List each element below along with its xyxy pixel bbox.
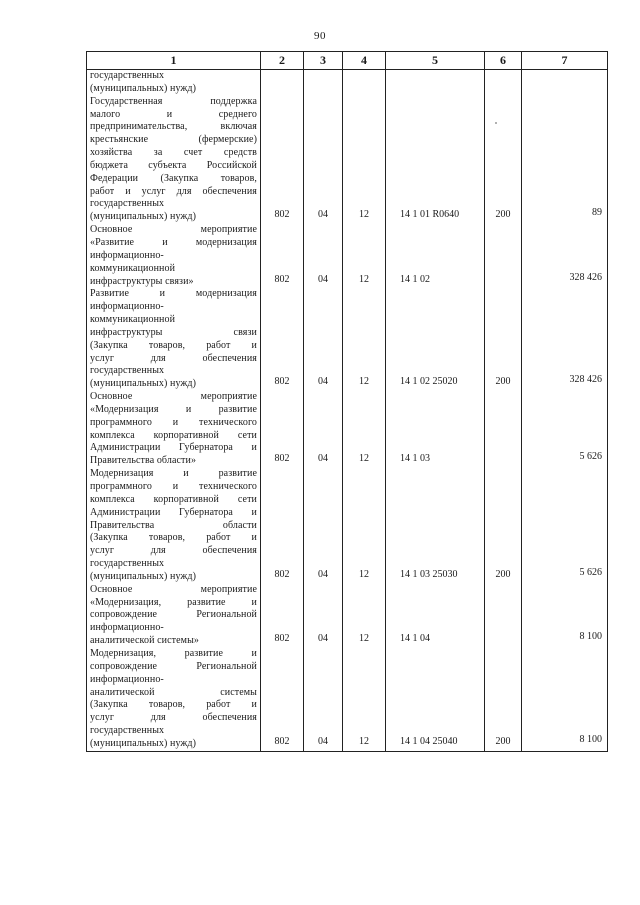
description-line: услуг для обеспечения <box>90 712 257 724</box>
section-code: 04 <box>304 224 343 288</box>
ministry-code: 802 <box>261 391 304 468</box>
description-line: «Модернизация, развитие и <box>90 596 257 608</box>
row-description <box>87 70 261 96</box>
description-line: Федерации (Закупка товаров, <box>90 172 257 184</box>
table-row <box>87 584 608 648</box>
subsection-code <box>343 70 386 96</box>
target-article-code: 14 1 02 25020 <box>386 288 485 391</box>
ministry-code: 802 <box>261 584 304 648</box>
header-col-2: 2 <box>261 52 304 70</box>
description-line: инфраструктуры связи» <box>90 275 194 287</box>
description-line: (Закупка товаров, работ и <box>90 699 257 711</box>
description-line: предпринимательства, включая <box>90 121 257 133</box>
table-row <box>87 468 608 584</box>
expense-type-code: 200 <box>485 468 522 584</box>
description-line: услуг для обеспечения <box>90 545 257 557</box>
ministry-code: 802 <box>261 468 304 584</box>
target-article-code: 14 1 04 25040 <box>386 648 485 751</box>
description-line: (Закупка товаров, работ и <box>90 339 257 351</box>
description-line: Развитие и модернизация <box>90 288 257 300</box>
description-line: бюджета субъекта Российской <box>90 159 257 171</box>
amount <box>522 288 608 391</box>
description-line: Модернизация, развитие и <box>90 647 257 659</box>
expense-type-code <box>485 584 522 648</box>
header-row <box>87 52 608 70</box>
budget-table <box>86 51 608 752</box>
description-line: государственных <box>90 365 165 377</box>
amount <box>522 468 608 584</box>
description-line: Правительства области» <box>90 455 197 467</box>
description-line: сопровождение Региональной <box>90 609 257 621</box>
expense-type-code <box>485 224 522 288</box>
description-line: Основное мероприятие <box>90 391 257 403</box>
amount <box>522 648 608 751</box>
description-line: Основное мероприятие <box>90 224 257 236</box>
subsection-code: 12 <box>343 584 386 648</box>
description-line: крестьянские (фермерские) <box>90 134 257 146</box>
table-row <box>87 96 608 224</box>
description-line: (муниципальных) нужд) <box>90 211 197 223</box>
ministry-code: 802 <box>261 224 304 288</box>
amount-value: 8 100 <box>579 631 602 643</box>
header-col-4: 4 <box>343 52 386 70</box>
expense-type-code: 200 <box>485 648 522 751</box>
description-line: малого и среднего <box>90 108 257 120</box>
row-description <box>87 288 261 391</box>
table-row <box>87 224 608 288</box>
description-line: «Развитие и модернизация <box>90 236 257 248</box>
description-line: коммуникационной <box>90 262 176 274</box>
ministry-code: 802 <box>261 96 304 224</box>
amount <box>522 584 608 648</box>
amount <box>522 70 608 96</box>
section-code: 04 <box>304 96 343 224</box>
amount-value: 89 <box>592 207 602 219</box>
target-article-code: 14 1 04 <box>386 584 485 648</box>
amount-value: 328 426 <box>569 374 602 386</box>
description-line: (муниципальных) нужд) <box>90 570 197 582</box>
description-line: информационно- <box>90 622 164 634</box>
expense-type-code <box>485 391 522 468</box>
header-col-3: 3 <box>304 52 343 70</box>
description-line: (Закупка товаров, работ и <box>90 532 257 544</box>
description-line: комплекса корпоративной сети <box>90 493 257 505</box>
header-col-1: 1 <box>87 52 261 70</box>
row-description <box>87 648 261 751</box>
section-code: 04 <box>304 584 343 648</box>
description-line: комплекса корпоративной сети <box>90 429 257 441</box>
subsection-code: 12 <box>343 96 386 224</box>
description-line: Модернизация и развитие <box>90 468 257 480</box>
description-line: Правительства области <box>90 519 257 531</box>
row-description <box>87 96 261 224</box>
ministry-code <box>261 70 304 96</box>
description-line: информационно- <box>90 249 164 261</box>
description-line: информационно- <box>90 301 164 313</box>
description-line: (муниципальных) нужд) <box>90 82 197 94</box>
description-line: коммуникационной <box>90 314 176 326</box>
description-line: (муниципальных) нужд) <box>90 737 197 749</box>
amount-value: 8 100 <box>579 733 602 745</box>
row-description <box>87 391 261 468</box>
amount-value: 5 626 <box>579 451 602 463</box>
subsection-code: 12 <box>343 468 386 584</box>
target-article-code: 14 1 03 25030 <box>386 468 485 584</box>
row-description <box>87 468 261 584</box>
amount-value: 328 426 <box>569 271 602 283</box>
section-code: 04 <box>304 468 343 584</box>
table-row <box>87 288 608 391</box>
subsection-code: 12 <box>343 391 386 468</box>
subsection-code: 12 <box>343 288 386 391</box>
amount <box>522 224 608 288</box>
description-line: аналитической системы <box>90 686 257 698</box>
subsection-code: 12 <box>343 648 386 751</box>
description-line: программного и технического <box>90 416 257 428</box>
section-code: 04 <box>304 288 343 391</box>
table-body <box>87 70 608 752</box>
ministry-code: 802 <box>261 648 304 751</box>
expense-type-code: 200 <box>485 96 522 224</box>
ministry-code: 802 <box>261 288 304 391</box>
description-line: государственных <box>90 70 165 81</box>
description-line: работ и услуг для обеспечения <box>90 185 257 197</box>
page-number: 90 <box>314 30 326 42</box>
header-col-6: 6 <box>485 52 522 70</box>
description-line: информационно- <box>90 673 164 685</box>
amount <box>522 391 608 468</box>
row-description <box>87 584 261 648</box>
description-line: услуг для обеспечения <box>90 352 257 364</box>
expense-type-code <box>485 70 522 96</box>
description-line: аналитической системы» <box>90 635 200 647</box>
target-article-code: 14 1 03 <box>386 391 485 468</box>
header-col-7: 7 <box>522 52 608 70</box>
section-code <box>304 70 343 96</box>
description-line: сопровождение Региональной <box>90 660 257 672</box>
target-article-code: 14 1 01 R0640 <box>386 96 485 224</box>
target-article-code: 14 1 02 <box>386 224 485 288</box>
description-line: инфраструктуры связи <box>90 326 257 338</box>
section-code: 04 <box>304 391 343 468</box>
description-line: Основное мероприятие <box>90 583 257 595</box>
scan-speck <box>495 122 497 124</box>
description-line: (муниципальных) нужд) <box>90 378 197 390</box>
description-line: Администрации Губернатора и <box>90 506 257 518</box>
expense-type-code: 200 <box>485 288 522 391</box>
amount <box>522 96 608 224</box>
table-row <box>87 391 608 468</box>
subsection-code: 12 <box>343 224 386 288</box>
description-line: Администрации Губернатора и <box>90 442 257 454</box>
table-row <box>87 70 608 96</box>
header-col-5: 5 <box>386 52 485 70</box>
description-line: программного и технического <box>90 481 257 492</box>
description-line: хозяйства за счет средств <box>90 147 257 159</box>
amount-value: 5 626 <box>579 566 602 578</box>
description-line: «Модернизация и развитие <box>90 403 257 415</box>
row-description <box>87 224 261 288</box>
target-article-code <box>386 70 485 96</box>
description-line: государственных <box>90 725 165 737</box>
description-line: государственных <box>90 198 165 210</box>
table-row <box>87 648 608 751</box>
description-line: Государственная поддержка <box>90 95 257 107</box>
description-line: государственных <box>90 558 165 570</box>
section-code: 04 <box>304 648 343 751</box>
